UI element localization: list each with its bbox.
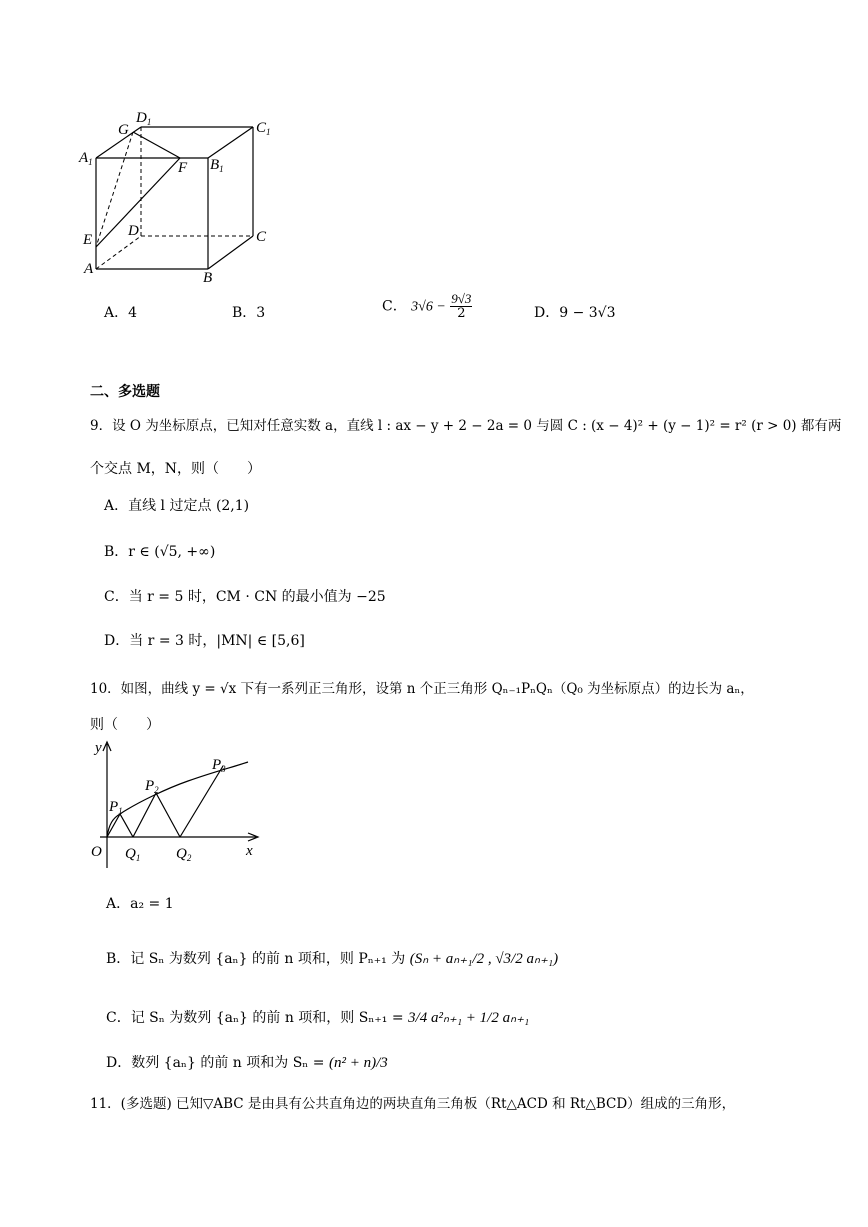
q10-stem-line2: 则（ ） bbox=[90, 717, 160, 733]
label-D: D bbox=[128, 223, 139, 239]
section-title: 二、多选题 bbox=[90, 384, 160, 400]
q9-stem-line1: 9．设 O 为坐标原点，已知对任意实数 a，直线 l : ax − y + 2 − 2a = 0 与圆 C : (x − 4)² + (y − 1)² = r² (r > 0) 都有两 bbox=[90, 418, 842, 434]
axis-y-label: y bbox=[95, 740, 102, 756]
q10-option-c: C．记 Sₙ 为数列 {aₙ} 的前 n 项和，则 Sₙ₊₁ = 3/4 a²ₙ₊₁ + 1/2 aₙ₊₁ bbox=[106, 1010, 530, 1026]
q8-option-a: A．4 bbox=[104, 305, 138, 321]
label-Q2: $Q_2$ bbox=[176, 846, 192, 863]
q10-stem-line1: 10．如图，曲线 y = √x 下有一系列正三角形，设第 n 个正三角形 Qₙ₋₁PₙQₙ（Q₀ 为坐标原点）的边长为 aₙ， bbox=[90, 681, 754, 697]
q11-stem-line1: 11．(多选题) 已知▽ABC 是由具有公共直角边的两块直角三角板（Rt△ACD 和 Rt△BCD）组成的三角形， bbox=[90, 1096, 736, 1112]
q8-option-d: D．9 − 3√3 bbox=[534, 305, 616, 321]
label-A: A bbox=[84, 261, 94, 277]
origin-label: O bbox=[91, 844, 102, 860]
label-D1: $D_1$ bbox=[136, 110, 152, 127]
label-F: F bbox=[178, 160, 188, 176]
q9-stem-line2: 个交点 M，N，则（ ） bbox=[90, 461, 262, 477]
label-E: E bbox=[83, 232, 93, 248]
q10-option-d: D．数列 {aₙ} 的前 n 项和为 Sₙ = (n² + n)/3 bbox=[106, 1055, 388, 1071]
cube-figure bbox=[76, 108, 286, 288]
curve-triangles-figure bbox=[78, 736, 268, 872]
axis-x-label: x bbox=[246, 843, 253, 859]
q9-option-d: D．当 r = 3 时，|MN| ∈ [5,6] bbox=[104, 633, 305, 649]
q10-option-c-expr: 3/4 a²ₙ₊₁ + 1/2 aₙ₊₁ bbox=[408, 1010, 530, 1026]
q8-option-b: B．3 bbox=[232, 305, 266, 321]
label-G: G bbox=[118, 122, 129, 138]
q10-option-a: A．a₂ = 1 bbox=[106, 896, 174, 912]
label-C1: $C_1$ bbox=[256, 120, 271, 137]
label-B1: $B_1$ bbox=[210, 157, 224, 174]
q9-option-b: B．r ∈ (√5, +∞) bbox=[104, 544, 216, 560]
label-Q1: $Q_1$ bbox=[125, 846, 141, 863]
q10-option-b: B．记 Sₙ 为数列 {aₙ} 的前 n 项和，则 Pₙ₊₁ 为 (Sₙ + aₙ₊₁/2 , √3/2 aₙ₊₁) bbox=[106, 951, 559, 967]
label-B: B bbox=[203, 270, 213, 286]
q9-option-c: C．当 r = 5 时，CM · CN 的最小值为 −25 bbox=[104, 589, 386, 605]
q10-option-d-expr: (n² + n)/3 bbox=[329, 1055, 388, 1071]
label-C: C bbox=[256, 229, 267, 245]
q10-option-b-expr: (Sₙ + aₙ₊₁/2 , √3/2 aₙ₊₁) bbox=[409, 951, 559, 967]
q9-option-a: A．直线 l 过定点 (2,1) bbox=[104, 498, 250, 514]
label-A1: $A_1$ bbox=[79, 150, 93, 167]
label-P2: $P_2$ bbox=[145, 778, 159, 795]
label-P3: $P_3$ bbox=[212, 757, 226, 774]
q8-option-c-pre: 3√6 − bbox=[411, 299, 446, 315]
label-P1: $P_1$ bbox=[109, 799, 123, 816]
q8-option-c: C． 3√6 − $\frac{9√3}{2}$ bbox=[382, 291, 472, 321]
